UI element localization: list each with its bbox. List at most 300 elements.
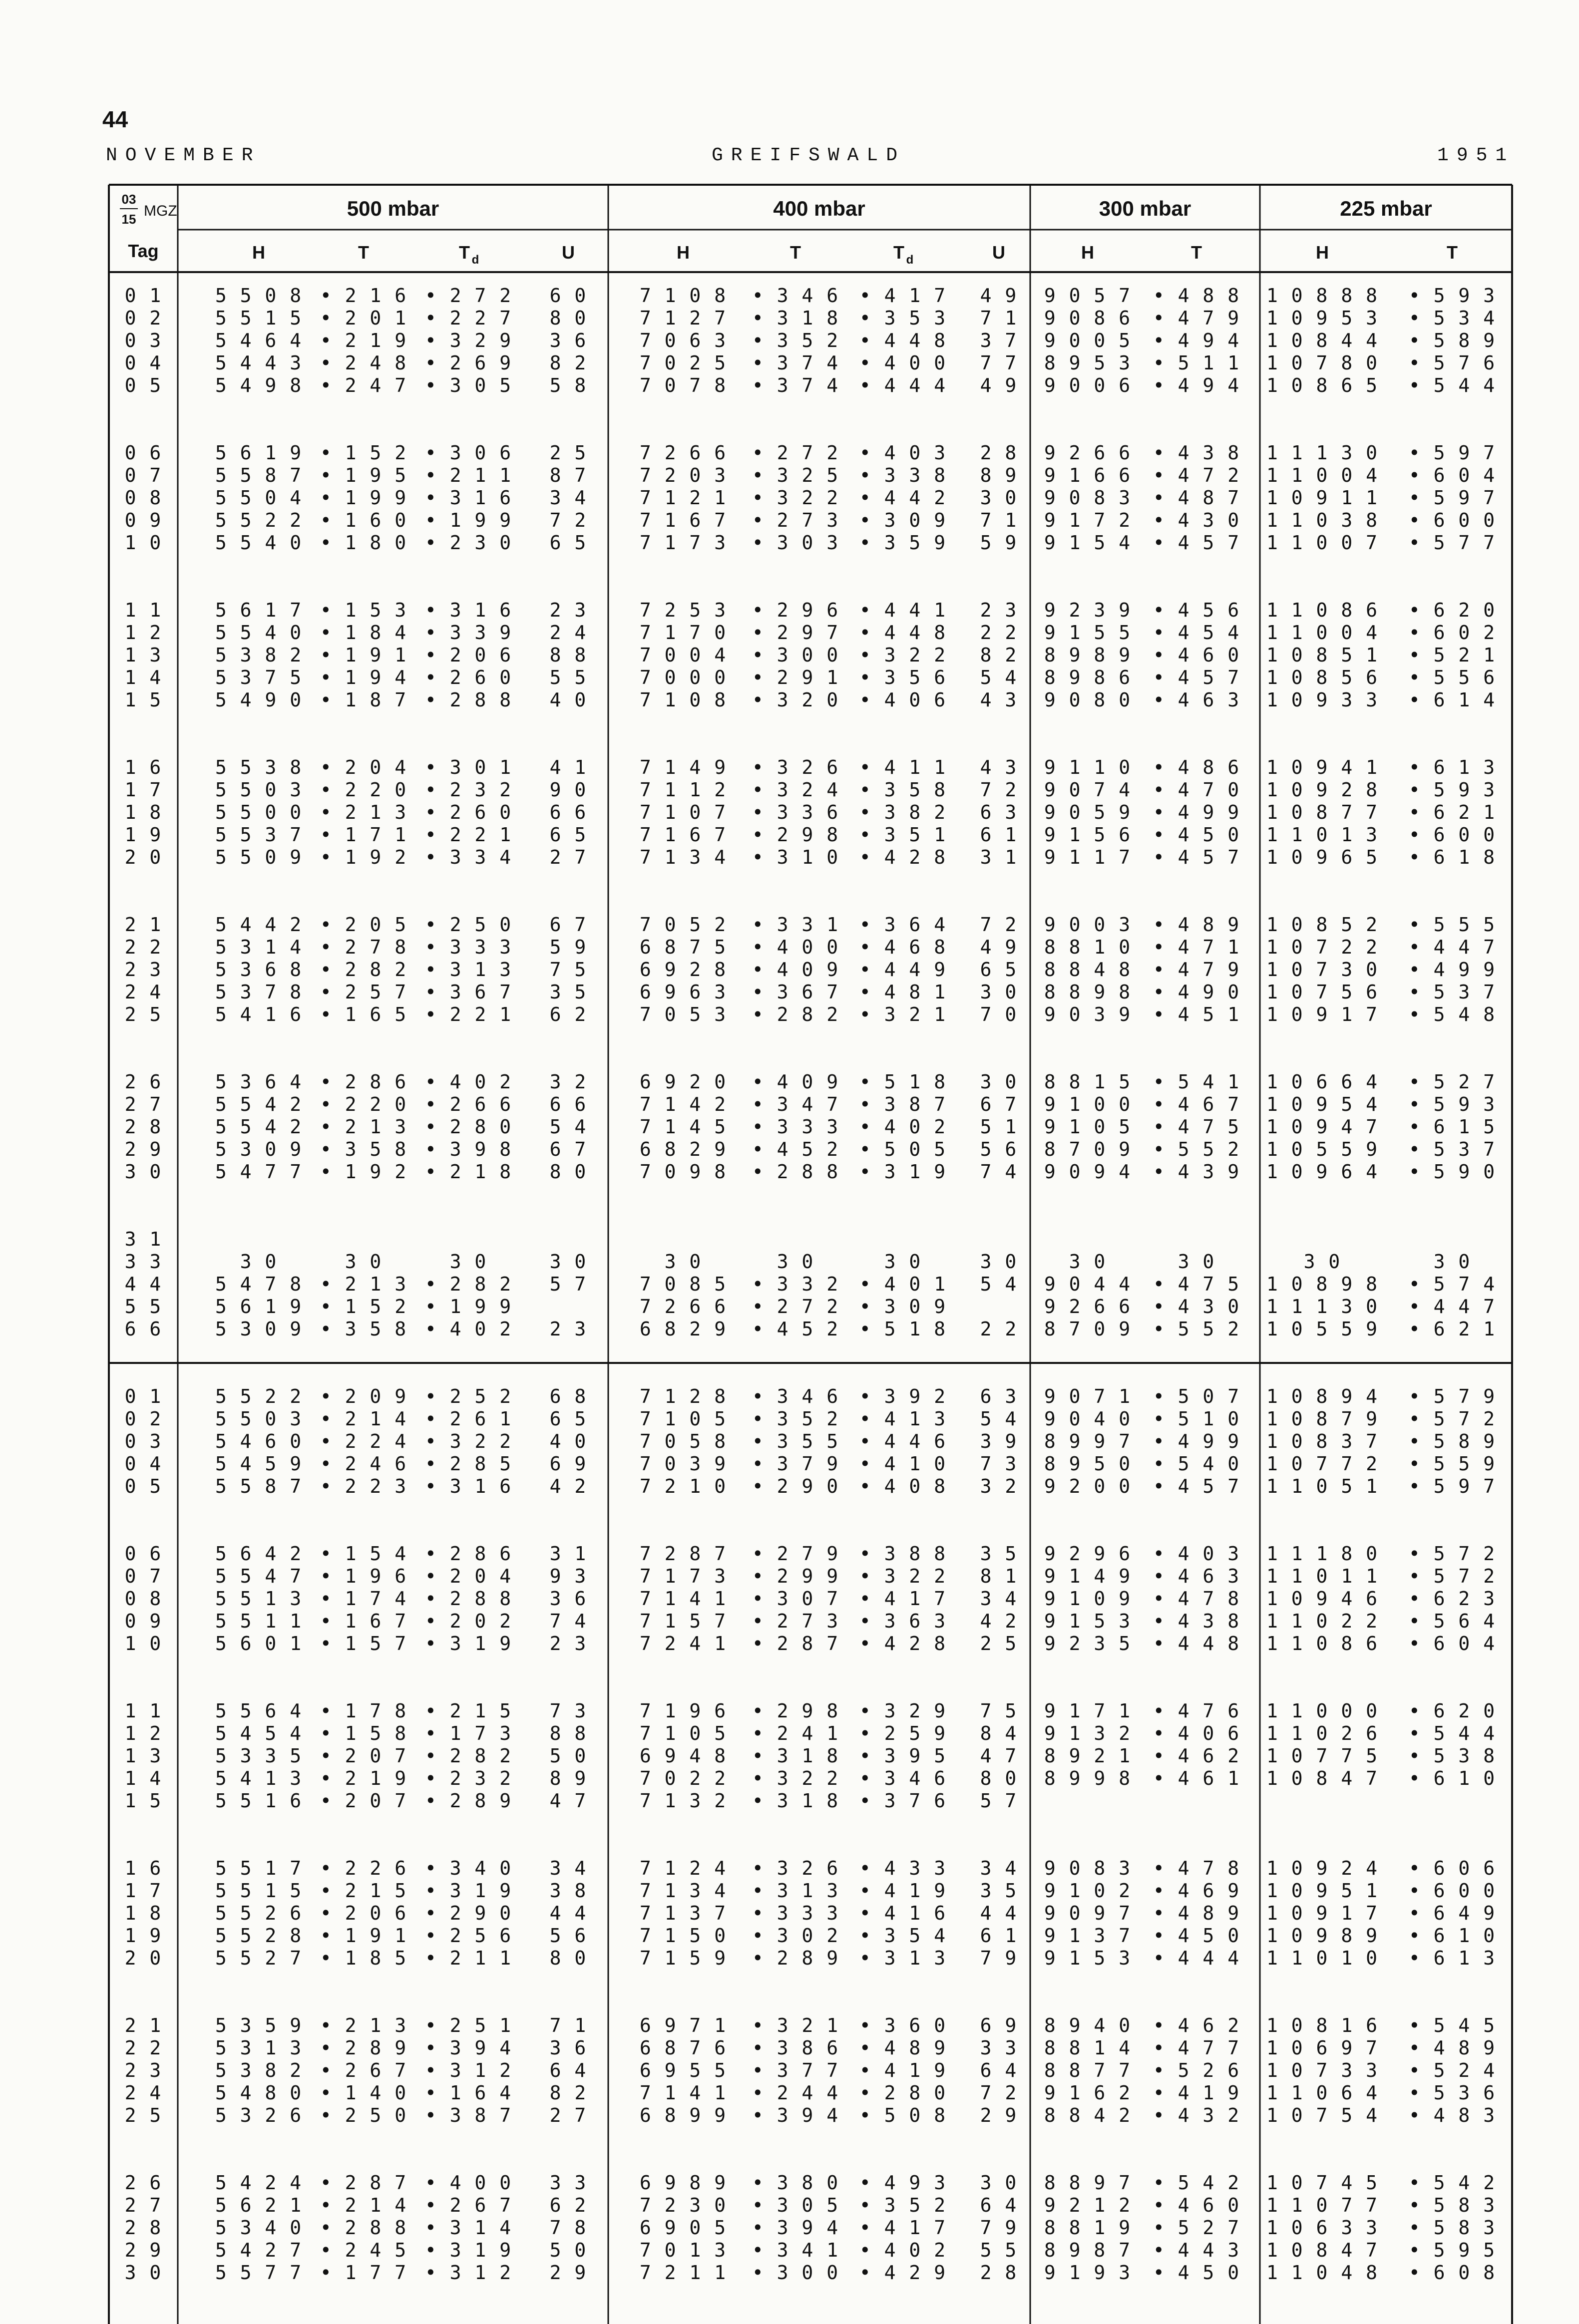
table-cell: • 2 4 4 [752,2082,839,2104]
table-cell: • 2 8 8 [424,689,512,711]
table-cell: • 4 6 0 [1153,644,1240,666]
table-cell: • 6 1 4 [1408,689,1496,711]
table-cell: 9 0 9 7 [1044,1902,1132,1924]
row-day: 0 4 [124,1453,162,1475]
table-cell: 7 2 3 0 [639,2194,727,2216]
table-cell: 9 0 0 5 [1044,330,1132,351]
table-cell: • 3 1 6 [424,599,512,621]
table-cell: • 6 1 0 [1408,1925,1496,1947]
table-cell: • 4 7 5 [1153,1273,1240,1295]
table-cell: • 4 5 7 [1153,1475,1240,1497]
table-cell: • 2 7 3 [752,509,839,531]
table-cell: • 1 7 7 [320,2262,407,2284]
table-cell: • 4 4 7 [1408,936,1496,958]
table-cell: 7 1 [549,2014,587,2036]
table-cell: • 4 7 8 [1153,1857,1240,1879]
table-cell: 9 0 8 3 [1044,1857,1132,1879]
table-cell: 6 7 [549,1138,587,1160]
table-cell: 9 1 0 2 [1044,1880,1132,1902]
table-cell: 5 5 [549,666,587,688]
table-cell: 1 0 8 3 7 [1266,1430,1378,1452]
table-cell: • 5 9 7 [1408,1475,1496,1497]
table-cell: 3 6 [549,2037,587,2059]
table-cell: 1 0 9 2 4 [1266,1857,1378,1879]
table-cell: • 4 7 9 [1153,307,1240,329]
row-day: 2 5 [124,2104,162,2126]
table-cell: 5 5 0 9 [215,846,303,868]
table-cell: 1 1 0 8 6 [1266,599,1378,621]
table-cell: 5 5 8 7 [215,464,303,486]
table-cell: 5 4 2 4 [215,2172,303,2194]
row-day: 0 6 [124,1543,162,1565]
table-cell: 5 4 4 3 [215,352,303,374]
subcolumn-header: H [1316,242,1329,263]
table-cell: • 5 8 9 [1408,330,1496,351]
table-cell: 7 1 7 3 [639,532,727,554]
table-cell: • 5 9 7 [1408,442,1496,464]
table-cell: 2 2 [980,622,1018,644]
table-cell: • 1 8 5 [320,1947,407,1969]
table-cell: • 2 0 7 [320,1790,407,1812]
table-cell: • 4 4 7 [1408,1296,1496,1318]
table-cell: 6 5 [549,1408,587,1430]
table-cell: 9 1 5 6 [1044,824,1132,846]
table-cell: 2 4 [549,622,587,644]
table-cell: 5 5 3 7 [215,824,303,846]
subcolumn-header: H [677,242,690,263]
table-cell: 7 0 2 2 [639,1767,727,1789]
table-cell: • 4 1 9 [859,1880,947,1902]
table-cell: • 4 4 9 [859,959,947,981]
table-cell: • 2 1 4 [320,2194,407,2216]
table-cell: 6 2 [549,2194,587,2216]
table-cell: • 1 7 3 [424,1722,512,1744]
table-cell: 7 1 4 1 [639,1588,727,1610]
table-cell: • 2 6 0 [424,666,512,688]
table-cell: • 3 9 4 [752,2217,839,2239]
row-day: 0 6 [124,442,162,464]
row-day: 0 3 [124,330,162,351]
table-cell: 5 5 1 6 [215,1790,303,1812]
table-cell: • 1 9 9 [424,509,512,531]
table-cell: • 5 0 5 [859,1138,947,1160]
table-cell: 1 0 8 4 7 [1266,2239,1378,2261]
table-cell: • 3 2 9 [424,330,512,351]
table-cell: 6 8 7 5 [639,936,727,958]
table-cell: 6 4 [980,2059,1018,2081]
table-cell: 1 0 7 7 5 [1266,1745,1378,1767]
table-cell: 2 3 [549,1318,587,1340]
table-cell: • 6 2 1 [1408,801,1496,823]
table-cell: 4 7 [549,1790,587,1812]
row-day: 2 3 [124,959,162,981]
table-cell: 7 2 0 3 [639,464,727,486]
table-cell: 5 3 0 9 [215,1318,303,1340]
table-cell: 7 1 1 2 [639,779,727,801]
table-cell: 1 0 9 1 7 [1266,1902,1378,1924]
table-cell: • 5 6 4 [1408,1610,1496,1632]
table-cell: • 4 0 2 [424,1318,512,1340]
table-cell: 1 1 0 1 1 [1266,1565,1378,1587]
table-cell: 9 2 3 5 [1044,1633,1132,1655]
row-day: 1 9 [124,1925,162,1947]
table-cell: • 4 9 4 [1153,330,1240,351]
table-cell: • 5 7 7 [1408,532,1496,554]
table-cell: 8 4 [980,1722,1018,1744]
table-cell: 6 1 [980,1925,1018,1947]
table-cell: 3 0 [1069,1251,1107,1273]
table-cell: • 4 8 3 [1408,2104,1496,2126]
table-cell: • 2 9 6 [752,599,839,621]
row-day: 3 0 [124,2262,162,2284]
table-cell: • 1 6 4 [424,2082,512,2104]
table-cell: • 2 5 1 [424,2014,512,2036]
table-cell: • 5 9 3 [1408,1093,1496,1115]
subcolumn-header: T [790,242,801,263]
table-cell: • 4 0 0 [752,936,839,958]
table-cell: 5 5 2 2 [215,1385,303,1407]
table-cell: 1 0 7 2 2 [1266,936,1378,958]
table-cell: 6 9 0 5 [639,2217,727,2239]
table-cell: 4 1 [549,756,587,778]
table-cell: 2 5 [549,442,587,464]
table-cell: 9 1 0 9 [1044,1588,1132,1610]
table-cell: • 2 5 0 [424,914,512,936]
table-cell: • 1 7 4 [320,1588,407,1610]
table-cell: 6 9 6 3 [639,981,727,1003]
table-cell: • 3 9 4 [752,2104,839,2126]
table-cell: 8 0 [549,1947,587,1969]
table-cell: 7 3 [549,1700,587,1722]
table-cell: • 5 7 2 [1408,1565,1496,1587]
table-cell: • 4 3 0 [1153,509,1240,531]
table-cell: 9 2 3 9 [1044,599,1132,621]
table-cell: 9 0 0 6 [1044,374,1132,396]
table-cell: 5 5 4 0 [215,532,303,554]
table-cell: • 2 8 0 [859,2082,947,2104]
table-cell: 6 5 [549,532,587,554]
table-cell: 6 9 7 1 [639,2014,727,2036]
table-cell: • 2 2 7 [424,307,512,329]
table-cell: 8 7 0 9 [1044,1138,1132,1160]
table-cell: • 5 2 7 [1408,1071,1496,1093]
table-cell: 5 4 9 0 [215,689,303,711]
row-day: 1 8 [124,1902,162,1924]
table-cell: 6 7 [549,914,587,936]
table-cell: 8 7 0 9 [1044,1318,1132,1340]
table-cell: • 3 3 9 [424,622,512,644]
table-cell: 5 4 5 4 [215,1722,303,1744]
table-cell: • 2 0 6 [424,644,512,666]
table-cell: 1 0 5 5 9 [1266,1138,1378,1160]
table-cell: • 2 5 6 [424,1925,512,1947]
table-cell: • 5 0 7 [1153,1385,1240,1407]
table-cell: 1 0 8 4 4 [1266,330,1378,351]
table-cell: 3 0 [980,487,1018,509]
table-cell: 7 1 5 7 [639,1610,727,1632]
table-cell: 5 5 8 7 [215,1475,303,1497]
table-cell: • 5 7 6 [1408,352,1496,374]
row-day: 2 7 [124,2194,162,2216]
table-cell: • 3 2 2 [859,644,947,666]
table-cell: 5 5 0 4 [215,487,303,509]
table-cell: • 4 0 2 [859,1116,947,1138]
table-cell: 6 4 [980,2194,1018,2216]
table-cell: 8 9 9 7 [1044,1430,1132,1452]
table-cell: 7 0 5 3 [639,1003,727,1025]
table-cell: • 4 4 2 [859,487,947,509]
table-cell: 2 3 [549,1633,587,1655]
table-cell: 7 1 3 4 [639,846,727,868]
table-cell: • 3 8 7 [859,1093,947,1115]
table-cell: • 5 7 9 [1408,1385,1496,1407]
table-cell: • 4 8 6 [1153,756,1240,778]
table-cell: 8 9 9 8 [1044,1767,1132,1789]
table-cell: 5 3 1 4 [215,936,303,958]
table-cell: • 5 4 5 [1408,2014,1496,2036]
table-cell: 6 9 5 5 [639,2059,727,2081]
row-day: 1 7 [124,1880,162,1902]
table-cell: • 2 1 4 [320,1408,407,1430]
table-cell: 1 1 1 3 0 [1266,442,1378,464]
table-cell: • 3 1 9 [424,2239,512,2261]
table-cell: 6 3 [980,801,1018,823]
table-cell: • 3 3 3 [752,1902,839,1924]
table-cell: 9 1 1 0 [1044,756,1132,778]
table-cell: • 5 4 1 [1153,1071,1240,1093]
table-cell: • 4 0 3 [1153,1543,1240,1565]
table-cell: • 2 0 4 [320,756,407,778]
table-cell: • 3 8 6 [752,2037,839,2059]
table-cell: 7 2 [980,779,1018,801]
table-cell: 2 7 [549,846,587,868]
table-cell: • 1 6 5 [320,1003,407,1025]
table-cell: • 3 5 2 [752,1408,839,1430]
table-cell: 7 1 4 5 [639,1116,727,1138]
table-cell: • 2 7 3 [752,1610,839,1632]
table-cell: • 4 6 8 [859,936,947,958]
table-cell: • 5 7 2 [1408,1543,1496,1565]
table-cell: 5 4 1 3 [215,1767,303,1789]
row-day: 1 5 [124,689,162,711]
row-day: 0 1 [124,1385,162,1407]
table-cell: • 6 2 3 [1408,1588,1496,1610]
table-cell: • 5 5 6 [1408,666,1496,688]
table-cell: 7 0 5 8 [639,1430,727,1452]
table-cell: 9 0 [549,779,587,801]
table-cell: • 4 0 8 [859,1475,947,1497]
table-cell: 3 0 [1303,1251,1341,1273]
row-day: 3 0 [124,1161,162,1183]
table-cell: 4 9 [980,285,1018,307]
table-cell: 7 2 5 3 [639,599,727,621]
table-cell: 9 0 4 4 [1044,1273,1132,1295]
mgz-label: MGZ [144,203,177,219]
table-cell: • 5 9 5 [1408,2239,1496,2261]
table-cell: 1 0 8 6 5 [1266,374,1378,396]
table-cell: 6 6 [549,1093,587,1115]
table-cell: • 2 3 2 [424,1767,512,1789]
table-cell: • 1 6 7 [320,1610,407,1632]
table-cell: 7 0 6 3 [639,330,727,351]
row-day: 1 5 [124,1790,162,1812]
table-cell: 3 7 [980,330,1018,351]
row-day: 3 3 [124,1251,162,1273]
table-cell: • 3 0 2 [752,1925,839,1947]
table-cell: • 1 5 7 [320,1633,407,1655]
table-cell: 7 0 9 8 [639,1161,727,1183]
table-cell: • 1 7 8 [320,1700,407,1722]
table-cell: 9 0 8 3 [1044,487,1132,509]
table-cell: 7 0 7 8 [639,374,727,396]
table-cell: • 6 1 3 [1408,756,1496,778]
table-cell: • 5 7 2 [1408,1408,1496,1430]
table-cell: • 1 5 2 [320,442,407,464]
table-cell: • 3 2 6 [752,1857,839,1879]
table-cell: • 4 7 8 [1153,1588,1240,1610]
table-cell: 1 0 8 9 4 [1266,1385,1378,1407]
table-cell: • 4 4 8 [859,330,947,351]
table-cell: • 4 7 1 [1153,936,1240,958]
table-cell: 8 9 [980,464,1018,486]
table-cell: • 4 5 7 [1153,532,1240,554]
table-cell: • 5 5 2 [1153,1138,1240,1160]
table-cell: • 2 3 2 [424,779,512,801]
table-cell: 1 1 0 0 4 [1266,464,1378,486]
table-cell: • 4 8 9 [1408,2037,1496,2059]
table-cell: 7 2 [549,509,587,531]
table-cell: 5 3 5 9 [215,2014,303,2036]
table-cell: 1 0 8 5 1 [1266,644,1378,666]
table-cell: • 2 2 0 [320,779,407,801]
table-cell: 3 0 [240,1251,278,1273]
table-cell: 7 5 [549,959,587,981]
table-cell: • 2 4 6 [320,1453,407,1475]
table-cell: 1 0 9 4 6 [1266,1588,1378,1610]
table-cell: 5 6 0 1 [215,1633,303,1655]
table-cell: • 2 1 1 [424,1947,512,1969]
table-cell: • 5 3 4 [1408,307,1496,329]
table-cell: • 1 8 0 [320,532,407,554]
table-cell: • 4 4 4 [859,374,947,396]
table-cell: 9 2 6 6 [1044,442,1132,464]
table-cell: • 2 6 1 [424,1408,512,1430]
table-cell: 5 5 1 3 [215,1588,303,1610]
table-cell: 9 1 6 2 [1044,2082,1132,2104]
table-cell: 7 1 0 5 [639,1722,727,1744]
pressure-level-header: 300 mbar [1099,197,1191,220]
table-cell: 1 0 8 7 9 [1266,1408,1378,1430]
table-cell: • 4 9 9 [1153,801,1240,823]
table-cell: 7 0 [980,1003,1018,1025]
table-cell: 7 1 4 1 [639,2082,727,2104]
table-cell: 7 0 3 9 [639,1453,727,1475]
table-cell: 5 0 [549,1745,587,1767]
table-cell: 3 0 [1433,1251,1471,1273]
table-cell: • 5 5 5 [1408,914,1496,936]
table-cell: • 3 1 6 [424,1475,512,1497]
table-cell: • 4 3 8 [1153,442,1240,464]
table-cell: 8 2 [980,644,1018,666]
table-cell: • 1 8 4 [320,622,407,644]
table-cell: 1 0 7 8 0 [1266,352,1378,374]
table-cell: • 4 9 3 [859,2172,947,2194]
table-cell: 6 8 [549,1385,587,1407]
table-cell: 9 1 0 0 [1044,1093,1132,1115]
row-day: 0 4 [124,352,162,374]
table-cell: • 3 0 7 [752,1588,839,1610]
table-cell: • 2 0 5 [320,914,407,936]
table-cell: 1 0 8 9 8 [1266,1273,1378,1295]
table-cell: • 2 1 6 [320,285,407,307]
table-cell: 5 4 4 2 [215,914,303,936]
table-cell: 5 6 1 9 [215,442,303,464]
table-cell: 3 4 [980,1588,1018,1610]
table-cell: 3 0 [777,1251,814,1273]
table-cell: • 4 4 4 [1153,1947,1240,1969]
table-cell: 5 6 2 1 [215,2194,303,2216]
table-cell: 7 0 0 4 [639,644,727,666]
table-cell: • 2 8 8 [752,1161,839,1183]
table-cell: • 4 8 7 [1153,487,1240,509]
table-cell: 5 3 8 2 [215,644,303,666]
table-cell: • 3 4 6 [859,1767,947,1789]
table-cell: 5 5 [980,2239,1018,2261]
table-cell: 9 1 5 3 [1044,1947,1132,1969]
table-cell: 3 6 [549,1588,587,1610]
table-cell: 7 4 [980,1161,1018,1183]
table-cell: 4 0 [549,689,587,711]
row-day: 1 2 [124,1722,162,1744]
table-cell: 5 4 7 7 [215,1161,303,1183]
table-cell: 5 3 3 5 [215,1745,303,1767]
table-cell: • 6 0 4 [1408,1633,1496,1655]
table-cell: • 3 3 8 [859,464,947,486]
table-cell: 6 6 [549,801,587,823]
table-cell: • 5 1 0 [1153,1408,1240,1430]
table-cell: 5 5 0 8 [215,285,303,307]
table-cell: • 4 8 1 [859,981,947,1003]
table-cell: • 4 0 1 [859,1273,947,1295]
table-cell: • 4 4 6 [859,1430,947,1452]
table-cell: • 3 7 6 [859,1790,947,1812]
table-cell: • 1 9 2 [320,1161,407,1183]
table-cell: • 2 1 9 [320,1767,407,1789]
table-cell: • 5 1 8 [859,1071,947,1093]
table-cell: 2 7 [549,2104,587,2126]
table-cell: 8 9 8 9 [1044,644,1132,666]
table-cell: • 2 5 9 [859,1722,947,1744]
table-cell: • 4 5 4 [1153,622,1240,644]
row-day: 0 2 [124,1408,162,1430]
table-cell: • 2 8 6 [424,1543,512,1565]
table-cell: • 3 0 5 [424,374,512,396]
table-cell: 9 1 1 7 [1044,846,1132,868]
data-table [109,185,1512,2284]
table-cell: 5 6 [980,1138,1018,1160]
table-cell: 3 0 [449,1251,487,1273]
table-cell: 5 5 1 5 [215,1880,303,1902]
table-cell: • 1 9 1 [320,644,407,666]
table-cell: • 2 7 2 [424,285,512,307]
table-cell: 1 0 9 3 3 [1266,689,1378,711]
table-cell: • 2 0 9 [320,1385,407,1407]
table-cell: • 2 9 8 [752,824,839,846]
station-label: GREIFSWALD [712,145,906,166]
table-cell: 1 0 9 1 7 [1266,1003,1378,1025]
table-cell: • 4 7 7 [1153,2037,1240,2059]
table-cell: 2 8 [980,2262,1018,2284]
